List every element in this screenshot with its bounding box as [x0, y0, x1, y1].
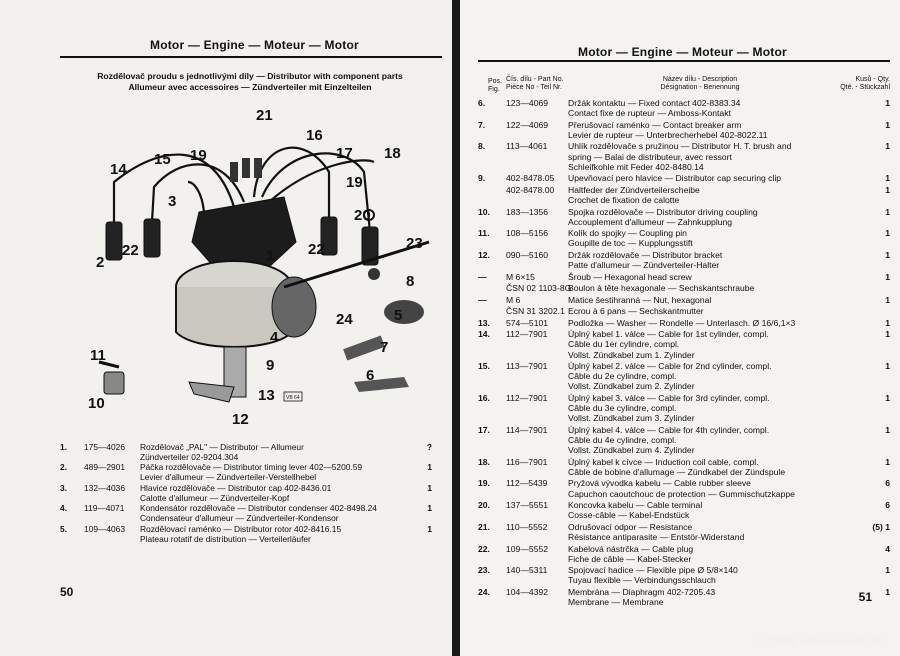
part-number: 183—1356	[506, 206, 549, 217]
callout-19a: 19	[190, 147, 207, 164]
quantity: 1	[427, 503, 432, 514]
part-number: 574—5101	[506, 317, 549, 328]
description-line: Membrána — Diaphragm 402-7205.43	[568, 586, 716, 597]
figure-title-line1: Rozdělovač proudu s jednotlivými díly — Distributor with component parts	[97, 71, 403, 81]
description-line: Vollst. Zündkabel zum 2. Zylinder	[568, 381, 695, 392]
description-line: Membrane — Membrane	[568, 597, 664, 608]
description-line: Vollst. Zündkabel zum 3. Zylinder	[568, 413, 695, 424]
quantity: 1	[885, 361, 890, 371]
description-line: Úplný kabel k cívce — Induction coil cable, compl.	[568, 456, 759, 467]
part-number: 112—5439	[506, 478, 548, 489]
quantity: 1	[885, 329, 890, 340]
column-desc-line2: Désignation - Benennung	[660, 84, 740, 91]
item-number: —	[478, 294, 487, 305]
description-line: Patte d'allumeur — Zündverteiler-Halter	[568, 260, 720, 271]
description-line: Úplný kabel 4. válce — Cable for 4th cylinder, compl.	[568, 424, 770, 435]
item-number: 1.	[60, 442, 67, 452]
part-number: 402-8478.00	[506, 184, 555, 195]
callout-5: 5	[394, 307, 403, 324]
part-number: 114—7901	[506, 424, 548, 435]
column-qty-line1: Kusů - Qty.	[855, 76, 890, 83]
cable-plug-left-2	[144, 219, 160, 257]
left-page-header: Motor — Engine — Moteur — Motor	[150, 38, 359, 52]
distributor-cap-shape	[192, 197, 296, 267]
part-number: 137—5551	[506, 500, 549, 511]
header-rule-right	[478, 60, 890, 62]
description-line: Condensateur d'allumeur — Zündverteiler-Kondensor	[140, 513, 339, 524]
description-line: Levier d'allumeur — Zündverteiler-Verstellhebel	[140, 472, 317, 483]
quantity: 1	[885, 184, 890, 195]
description-line: Cosse-câble — Kabel-Endstück	[568, 510, 690, 521]
item-number: 24.	[478, 586, 490, 597]
item-number: 19.	[478, 478, 490, 489]
column-description	[640, 76, 760, 92]
callout-3: 3	[168, 193, 177, 210]
rotor-5	[384, 300, 424, 324]
callout-22a: 22	[122, 242, 139, 259]
description-line: Accouplement d'allumeur — Zahnkupplung	[568, 216, 733, 227]
callout-10: 10	[88, 395, 105, 412]
description-line: Úplný kabel 3. válce — Cable for 3rd cylinder, compl.	[568, 392, 770, 403]
description-line: Spojka rozdělovače — Distributor driving coupling	[568, 206, 758, 217]
description-line: Odrušovací odpor — Resistance	[568, 521, 693, 532]
callout-11: 11	[90, 347, 106, 364]
callout-9: 9	[266, 357, 275, 374]
column-qty-line2: Qté. - Stückzahl	[840, 84, 890, 91]
description-line: Přerušovací raménko — Contact breaker arm	[568, 119, 742, 130]
vacuum-unit	[272, 277, 316, 337]
header-rule	[60, 56, 442, 58]
description-line: Plateau rotatif de distribution — Verteilerläufer	[140, 533, 311, 544]
description-line: Kolík do spojky — Coupling pin	[568, 228, 687, 239]
quantity: 6	[885, 500, 890, 511]
figure-title-line2: Allumeur avec accessoires — Zündverteiler mit Einzelteilen	[128, 81, 372, 92]
page-number-right: 51	[858, 590, 872, 604]
page-number-left: 50	[60, 585, 74, 599]
item-number: 8.	[478, 141, 486, 152]
callout-1: 1	[266, 247, 275, 264]
item-number: 5.	[60, 523, 67, 534]
quantity: 1	[885, 206, 890, 217]
part-number: 123—4069	[506, 98, 549, 108]
quantity: 1	[427, 462, 432, 473]
quantity: 4	[885, 543, 890, 554]
description-line: Tuyau flexible — Verbindungsschlauch	[568, 575, 716, 586]
description-line: Pryžová vývodka kabelu — Cable rubber sleeve	[568, 478, 751, 489]
callout-7: 7	[380, 339, 389, 356]
item-number: 3.	[60, 482, 67, 493]
quantity: 1	[885, 424, 890, 435]
description-line: Câble du 4e cylindre, compl.	[568, 435, 677, 445]
description-line: Calotte d'allumeur — Zündverteiler-Kopf	[140, 492, 290, 503]
item-number: —	[478, 271, 487, 282]
vb-stamp: VB 64	[286, 395, 300, 401]
callout-4: 4	[270, 329, 279, 346]
description-line: Rozdělovací raménko — Distributor rotor 402-8416.15	[140, 523, 342, 534]
quantity: (5) 1	[872, 521, 890, 532]
coupling-10	[104, 372, 124, 394]
part-number: 113—4061	[506, 141, 548, 152]
part-number: ČSN 02 1103-8G	[506, 283, 572, 294]
part-number: 119—4071	[84, 503, 125, 514]
column-qty	[840, 76, 890, 92]
callout-6: 6	[366, 367, 375, 384]
quantity: 1	[885, 456, 890, 467]
part-number: 109—5552	[506, 543, 549, 554]
description-line: Páčka rozdělovače — Distributor timing lever 402—5200.59	[140, 462, 363, 473]
contact-6	[354, 377, 409, 392]
quantity: 1	[885, 173, 890, 184]
item-number: 21.	[478, 521, 490, 532]
quantity: 1	[427, 523, 432, 534]
column-desc-line1: Název dílu - Description	[662, 76, 738, 83]
part-number: 112—7901	[506, 392, 548, 403]
item-number: 18.	[478, 456, 490, 467]
quantity: ?	[426, 442, 432, 452]
cable-19	[188, 182, 204, 212]
description-line: Kabelová nástrčka — Cable plug	[568, 543, 694, 554]
description-line: Ecrou à 6 pans — Sechskantmutter	[568, 306, 704, 317]
description-line: Schleifkohle mit Feder 402-8480.14	[568, 161, 704, 172]
description-line: Podložka — Washer — Rondelle — Unterlasch. Ø 16/6,1×3	[568, 317, 796, 328]
item-number: 14.	[478, 329, 490, 340]
description-line: Boulon à tête hexagonale — Sechskantschraube	[568, 283, 755, 294]
description-line: Matice šestihranná — Nut, hexagonal	[568, 294, 712, 305]
description-line: Zündverteiler 02-9204.304	[140, 452, 239, 462]
part-number: 109—4063	[84, 523, 125, 534]
item-number: 4.	[60, 503, 67, 514]
part-number: 402-8478.05	[506, 173, 555, 184]
quantity: 1	[885, 317, 890, 328]
quantity: 1	[885, 294, 890, 305]
quantity: 1	[885, 141, 890, 152]
part-number: M 6	[506, 294, 521, 305]
part-number: 112—7901	[506, 329, 548, 340]
item-number: 20.	[478, 500, 490, 511]
description-line: Rozdělovač „PAL" — Distributor — Allumeur	[140, 442, 304, 452]
item-number: 23.	[478, 565, 490, 576]
cable-plug-left-1	[106, 222, 122, 260]
description-line: Résistance antiparasite — Entstör-Widerstand	[568, 532, 745, 542]
description-line: Contact fixe de rupteur — Amboss-Kontakt	[568, 108, 731, 119]
callout-15: 15	[154, 151, 171, 168]
description-line: Držák rozdělovače — Distributor bracket	[568, 249, 723, 260]
part-number: 122—4069	[506, 119, 549, 130]
description-line: Koncovka kabelu — Cable terminal	[568, 500, 703, 511]
callout-13: 13	[258, 387, 275, 404]
callout-24: 24	[336, 311, 353, 328]
quantity: 1	[885, 228, 890, 239]
callout-19b: 19	[346, 174, 363, 191]
part-number: 104—4392	[506, 586, 549, 597]
copyright-notice: © 2008 Feliciacentrum	[757, 634, 884, 648]
part-number: M 6×15	[506, 271, 535, 282]
quantity: 1	[885, 271, 890, 282]
callout-22b: 22	[308, 241, 325, 258]
callout-23: 23	[406, 235, 423, 252]
item-number: 15.	[478, 361, 490, 371]
column-pos	[488, 78, 502, 94]
description-line: Câble du 1er cylindre, compl.	[568, 339, 680, 350]
description-line: Upevňovací pero hlavice — Distributor cap securing clip	[568, 173, 782, 184]
item-number: 13.	[478, 317, 490, 328]
description-line: spring — Balai de distributeur, avec ressort	[568, 151, 732, 162]
part-number: 489—2901	[84, 462, 125, 473]
description-line: Šroub — Hexagonal head screw	[568, 271, 692, 282]
quantity: 1	[885, 249, 890, 260]
figure-title	[64, 71, 436, 92]
column-part-line2: Pièce No - Teil Nr.	[506, 84, 562, 91]
item-number: 6.	[478, 98, 486, 108]
quantity: 1	[427, 482, 432, 493]
description-line: Kondensátor rozdělovače — Distributor condenser 402-8498.24	[140, 503, 377, 514]
item-number: 17.	[478, 424, 490, 435]
description-line: Fiche de câble — Kabel-Stecker	[568, 553, 692, 564]
item-number: 22.	[478, 543, 490, 554]
description-line: Câble du 3e cylindre, compl.	[568, 403, 677, 414]
part-number: 108—5156	[506, 228, 549, 239]
item-number: 7.	[478, 119, 486, 130]
item-number: 16.	[478, 392, 490, 403]
description-line: Vollst. Zündkabel zum 1. Zylinder	[568, 349, 695, 360]
part-number: 132—4036	[84, 482, 125, 493]
quantity: 1	[885, 565, 890, 576]
part-number: 116—7901	[506, 456, 548, 467]
quantity: 1	[885, 98, 890, 108]
right-page-header: Motor — Engine — Moteur — Motor	[578, 45, 787, 59]
callout-16: 16	[306, 127, 323, 144]
callout-8: 8	[406, 273, 415, 290]
description-line: Goupille de toc — Kupplungsstift	[568, 238, 693, 249]
description-line: Uhlík rozdělovače s pružinou — Distributor H. T. brush and	[568, 141, 792, 152]
description-line: Crochet de fixation de calotte	[568, 195, 680, 205]
quantity: 6	[885, 478, 890, 489]
brush-8	[368, 268, 380, 280]
description-line: Capuchon caoutchouc de protection — Gummischutzkappe	[568, 488, 795, 499]
part-number: ČSN 31 3202.1	[506, 306, 565, 317]
resistor-1	[230, 162, 238, 182]
description-line: Úplný kabel 2. válce — Cable for 2nd cylinder, compl.	[568, 361, 772, 371]
callout-21: 21	[256, 107, 273, 124]
item-number: 11.	[478, 228, 490, 239]
resistor-2	[242, 158, 250, 178]
part-number: 113—7901	[506, 361, 548, 371]
part-number: 090—5160	[506, 249, 549, 260]
description-line: Hlavice rozdělovače — Distributor cap 402-8436.01	[140, 482, 332, 493]
part-number: 140—5311	[506, 565, 548, 576]
item-number: 10.	[478, 206, 490, 217]
column-part-no	[506, 76, 564, 92]
description-line: Haltfeder der Zündverteilerscheibe	[568, 184, 700, 195]
quantity: 1	[885, 586, 890, 597]
item-number: 2.	[60, 462, 67, 473]
resistor-3	[254, 158, 262, 178]
callout-17: 17	[336, 145, 353, 162]
description-line: Câble de bobine d'allumage — Zündkabel der Zündspule	[568, 466, 786, 477]
item-number: 9.	[478, 173, 486, 184]
right-page	[460, 0, 900, 656]
column-pos-line2: Fig.	[488, 86, 500, 93]
description-line: Spojovací hadice — Flexible pipe Ø 5/8×140	[568, 565, 738, 576]
column-pos-line1: Pos.	[488, 78, 503, 85]
column-part-line1: Čís. dílu - Part No.	[506, 76, 564, 83]
description-line: Úplný kabel 1. válce — Cable for 1st cylinder, compl.	[568, 329, 769, 340]
item-number: 12.	[478, 249, 490, 260]
description-line: Vollst. Zündkabel zum 4. Zylinder	[568, 445, 695, 456]
contact-7	[343, 336, 385, 361]
callout-2: 2	[96, 254, 105, 271]
quantity: 1	[885, 392, 890, 403]
description-line: Levier de rupteur — Unterbrecherhebel 402-8022.11	[568, 129, 768, 140]
callout-20: 20	[354, 207, 371, 224]
part-number: 175—4026	[84, 442, 125, 452]
quantity: 1	[885, 119, 890, 130]
callout-14: 14	[110, 161, 127, 178]
distributor-exploded-diagram	[84, 102, 434, 428]
description-line: Držák kontaktu — Fixed contact 402-8383.34	[568, 98, 741, 108]
callout-12: 12	[232, 411, 249, 428]
description-line: Câble du 2e cylindre, compl.	[568, 371, 677, 382]
callout-18: 18	[384, 145, 401, 162]
part-number: 110—5552	[506, 521, 548, 532]
